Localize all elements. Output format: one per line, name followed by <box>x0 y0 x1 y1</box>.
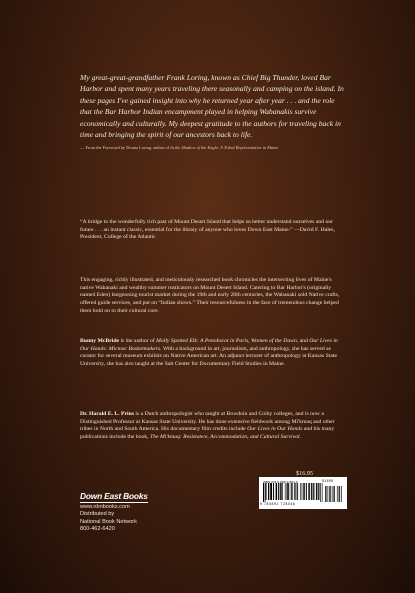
bio-mcbride-part: , <box>248 338 252 344</box>
foreword-credit-prefix: — From the Foreword by Donna Loring, author of <box>80 145 171 151</box>
author-bio-prins <box>80 411 345 442</box>
isbn-label: ISBN 978-0-89272-804-6 <box>263 479 298 484</box>
foreword-quote: My great-great-grandfather Frank Loring, known as Chief Big Thunder, loved Bar Harbor and spent many years traveling there seasonally and camping on the island. In these pages I've gained insight into why he returned year after year . . . and the role that the Bar Harbor Indian encampment played in helping Wabanakis survive economically and culturally. My deepest gratitude to the authors for traveling back in time and bringing the spirit of our ancestors back to life. <box>80 73 344 140</box>
author-bio-mcbride <box>80 338 345 369</box>
foreword-credit <box>80 145 348 151</box>
bio-mcbride-part: is the author of <box>119 338 157 344</box>
bio-mcbride-part: . With a background in art, journalism, and anthropology, she has served as curator for several museum exhibits on Native American art. An adjunct lecturer of anthropology at Kansas State University, she has also taught at the Salt Center for Documentary Field Studies in Maine. <box>80 345 337 368</box>
endorsement-text: “A bridge to the wonderfully rich past of Mount Desert Island that helps us better understand ourselves and our future . . . an instant classic, essential for the library of anyone who loves Down East Maine.” —David F. Hales, President, College of the Atlantic <box>80 219 335 241</box>
bio-mcbride-text <box>80 338 345 369</box>
book-title: The Mi'kmaq: Resistance, Accommodation, and Cultural Survival <box>149 434 300 441</box>
publisher-phone: 800-462-6420 <box>80 525 115 532</box>
author-name-prins: Dr. Harald E. L. Prins <box>80 411 134 417</box>
book-title: Molly Spotted Elk: A Penobscot in Paris <box>156 338 249 344</box>
foreword-credit-book-title: In the Shadow of the Eagle: A Tribal Representative in Maine <box>170 145 279 151</box>
addon-digits: 51695 <box>322 478 334 483</box>
bio-mcbride-part: , and <box>296 338 310 344</box>
publisher-url: www.nbnbooks.com <box>80 504 130 510</box>
bio-prins-part: . <box>299 434 302 441</box>
description-text: This engaging, richly illustrated, and meticulously researched book chronicles the intersecting lives of Maine's native Wabanaki and wealthy summer rusticators on Mount Desert Island. Catering to Bar Harbor's (originally named Eden) burgeoning tourist market during the 19th and early 20th centuries, the Wabanaki sold Native crafts, offered guide services, and put on “Indian shows.” Their resourcefulness in the face of tremendous change helped them hold on to their cultural core. <box>80 277 340 314</box>
ean-digits: 9 780892 728046 <box>260 502 296 506</box>
book-title: Our Lives in Our Hands: Micmac Basketmakers <box>80 338 338 352</box>
publisher-block <box>80 486 190 533</box>
book-title: Women of the Dawn <box>251 338 297 344</box>
bio-prins-part: is a Dutch anthropologist who taught at Bowdoin and Colby colleges, and is now a Distinguished Professor at Kansas State University. He has done extensive fieldwork among Mi'kmaq and other tribes in North and South America. His documentary film credits include <box>80 411 335 433</box>
endorsement-quote <box>80 219 345 242</box>
foreword-block <box>80 72 348 151</box>
film-title: Our Lives in Our Hands <box>247 426 303 433</box>
publisher-logo: Down East Books <box>80 491 148 501</box>
barcode-bars <box>261 483 345 502</box>
bio-prins-part: and his many publications include the book, <box>80 426 335 441</box>
distributor-line-1: Distributed by <box>80 511 115 518</box>
isbn-barcode <box>259 477 347 509</box>
price-label: $16.95 <box>296 470 314 477</box>
book-description <box>80 277 345 316</box>
bio-prins-text <box>80 411 345 442</box>
distributor-line-2: National Book Network <box>80 518 137 525</box>
author-name-mcbride: Bunny McBride <box>80 338 120 344</box>
